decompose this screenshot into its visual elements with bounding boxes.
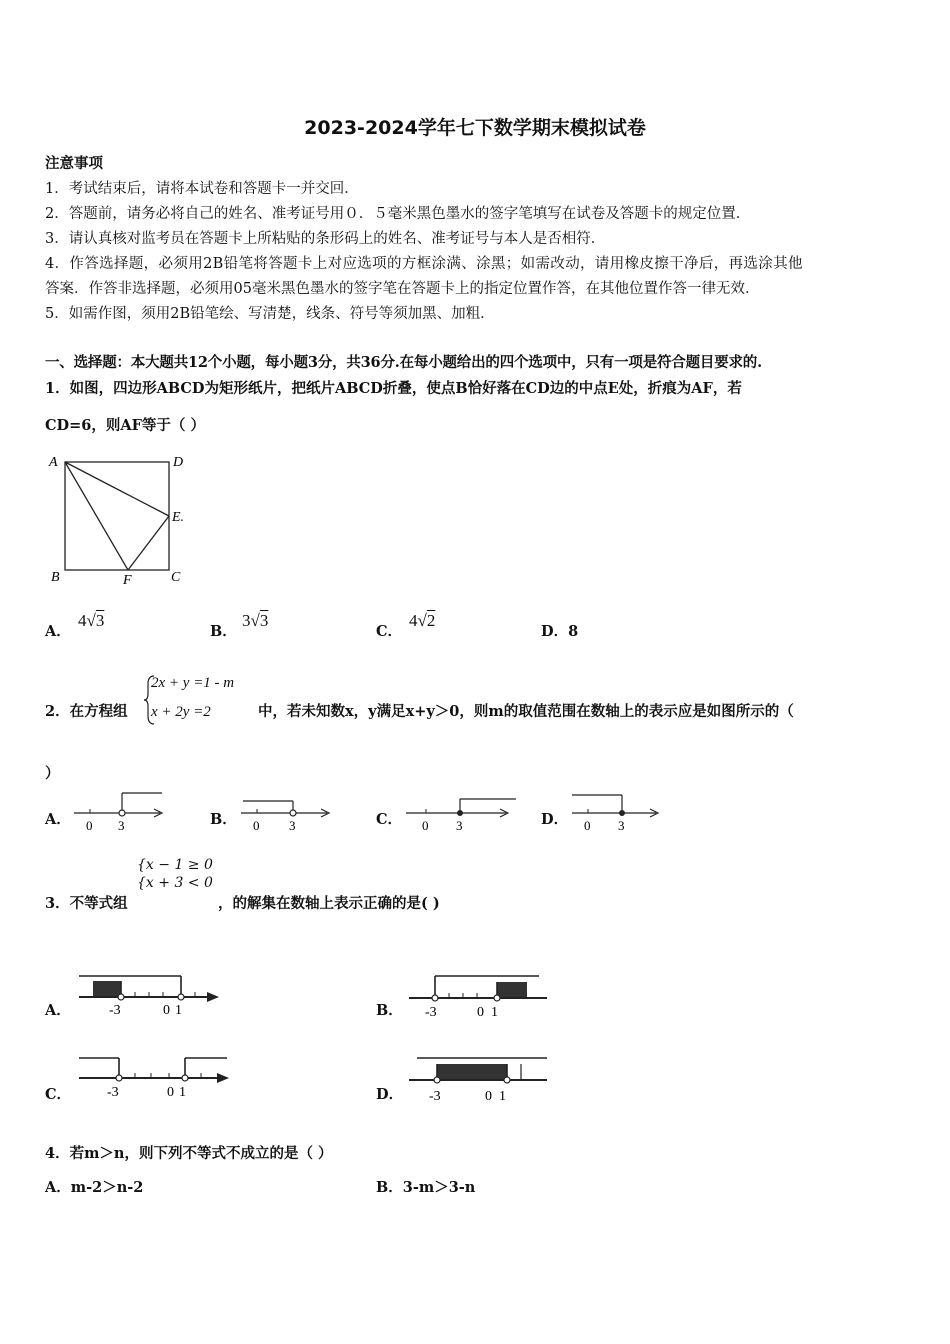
q3-number-line-b [405,968,555,1022]
q3-option-d-label: D． [376,1086,404,1103]
question-3-stem: ，的解集在数轴上表示正确的是( ) [218,895,440,912]
q1-option-b-label: B． [210,623,237,640]
notice-heading: 注意事项 [45,155,103,172]
q3-option-c-label: C． [45,1086,72,1103]
svg-text:1: 1 [179,1085,186,1100]
equation-1: 2x + y =1 - m [151,675,235,691]
equation-2: x + 2y =2 [151,704,211,720]
q2-number-line-c [402,787,522,835]
q3-option-b-label: B． [376,1002,403,1019]
svg-text:1: 1 [491,1005,498,1020]
question-4-stem: 4．若m＞n，则下列不等式不成立的是（ ） [45,1145,333,1162]
q2-number-line-d [568,787,668,835]
svg-text:3: 3 [456,818,463,833]
question-2-prefix: 2．在方程组 [45,703,128,720]
svg-text:0: 0 [584,818,591,833]
q2-number-line-a [70,787,170,835]
svg-text:3: 3 [289,818,296,833]
svg-text:0: 0 [477,1005,484,1020]
q2-option-b-label: B． [210,811,237,828]
q2-option-c-label: C． [376,811,403,828]
q4-option-a: A．m-2＞n-2 [45,1179,144,1196]
q2-option-d-label: D． [541,811,569,828]
q2-number-line-b [237,787,337,835]
label-f: F [123,573,132,588]
shaded-region [497,982,527,998]
label-e: E. [172,510,185,525]
svg-text:0: 0 [485,1089,492,1104]
q3-number-line-c [75,1052,235,1104]
q1-option-c-value: 4√2 [409,611,436,630]
label-d: D [173,455,184,470]
svg-text:-3: -3 [425,1005,437,1020]
section-heading: 一、选择题：本大题共12个小题，每小题3分，共36分.在每小题给出的四个选项中，只有一项是符合题目要求的. [45,354,762,371]
inequality-system: {x − 1 ≥ 0 {x + 3 < 0 [137,857,213,891]
q3-number-line-d [405,1052,555,1106]
svg-text:0: 0 [253,818,260,833]
q2-option-a-label: A． [45,811,71,828]
rectangle-abcd [65,462,169,570]
svg-text:0: 0 [163,1003,170,1018]
label-c: C [171,570,181,585]
notice-item: 2．答题前，请务必将自己的姓名、准考证号用０．５毫米黑色墨水的签字笔填写在试卷及答题卡的规定位置． [45,206,751,222]
q1-option-b-value: 3√3 [242,611,269,630]
question-1-stem: 1．如图，四边形ABCD为矩形纸片，把纸片ABCD折叠，使点B恰好落在CD边的中点E处，折痕为AF，若 [45,380,742,397]
notice-item: 3．请认真核对监考员在答题卡上所粘贴的条形码上的姓名、准考证号与本人是否相符． [45,231,606,247]
q1-option-c-label: C． [376,623,403,640]
notice-item: 5．如需作图，须用2B铅笔绘、写清楚，线条、符号等须加黑、加粗． [45,306,495,322]
svg-text:-3: -3 [109,1003,121,1018]
line-ef [128,516,169,570]
shaded-region [437,1064,507,1080]
q3-number-line-a [75,968,225,1020]
q4-option-b: B．3-m＞3-n [376,1179,476,1196]
q1-option-a-value: 4√3 [78,611,105,630]
notice-item: 答案．作答非选择题，必须用05毫米黑色墨水的签字笔在答题卡上的指定位置作答，在其他位置作答一律无效． [45,281,760,297]
svg-text:0: 0 [422,818,429,833]
svg-text:0: 0 [86,818,93,833]
svg-text:3: 3 [118,818,125,833]
q1-option-a-label: A． [45,623,71,640]
question-2-close: ） [45,765,60,782]
notice-item: 1．考试结束后，请将本试卷和答题卡一并交回． [45,181,359,197]
rectangle-fold-figure [40,448,200,588]
svg-text:0: 0 [167,1085,174,1100]
question-2-stem: 中，若未知数x，y满足x+y＞0，则m的取值范围在数轴上的表示应是如图所示的（ [258,703,794,720]
question-1-stem-cont: CD=6，则AF等于（ ） [45,417,205,434]
page-title: 2023-2024学年七下数学期末模拟试卷 [304,117,646,139]
svg-text:1: 1 [499,1089,506,1104]
label-b: B [51,570,60,585]
notice-item: 4．作答选择题，必须用2B铅笔将答题卡上对应选项的方框涂满、涂黑；如需改动，请用橡皮擦干净后，再选涂其他 [45,256,803,272]
question-3-prefix: 3．不等式组 [45,895,128,912]
svg-text:3: 3 [618,818,625,833]
q3-option-a-label: A． [45,1002,71,1019]
svg-text:-3: -3 [429,1089,441,1104]
label-a: A [49,455,58,470]
q1-option-d: D．8 [541,623,579,640]
svg-text:1: 1 [175,1003,182,1018]
shaded-region [93,981,121,997]
svg-text:-3: -3 [107,1085,119,1100]
